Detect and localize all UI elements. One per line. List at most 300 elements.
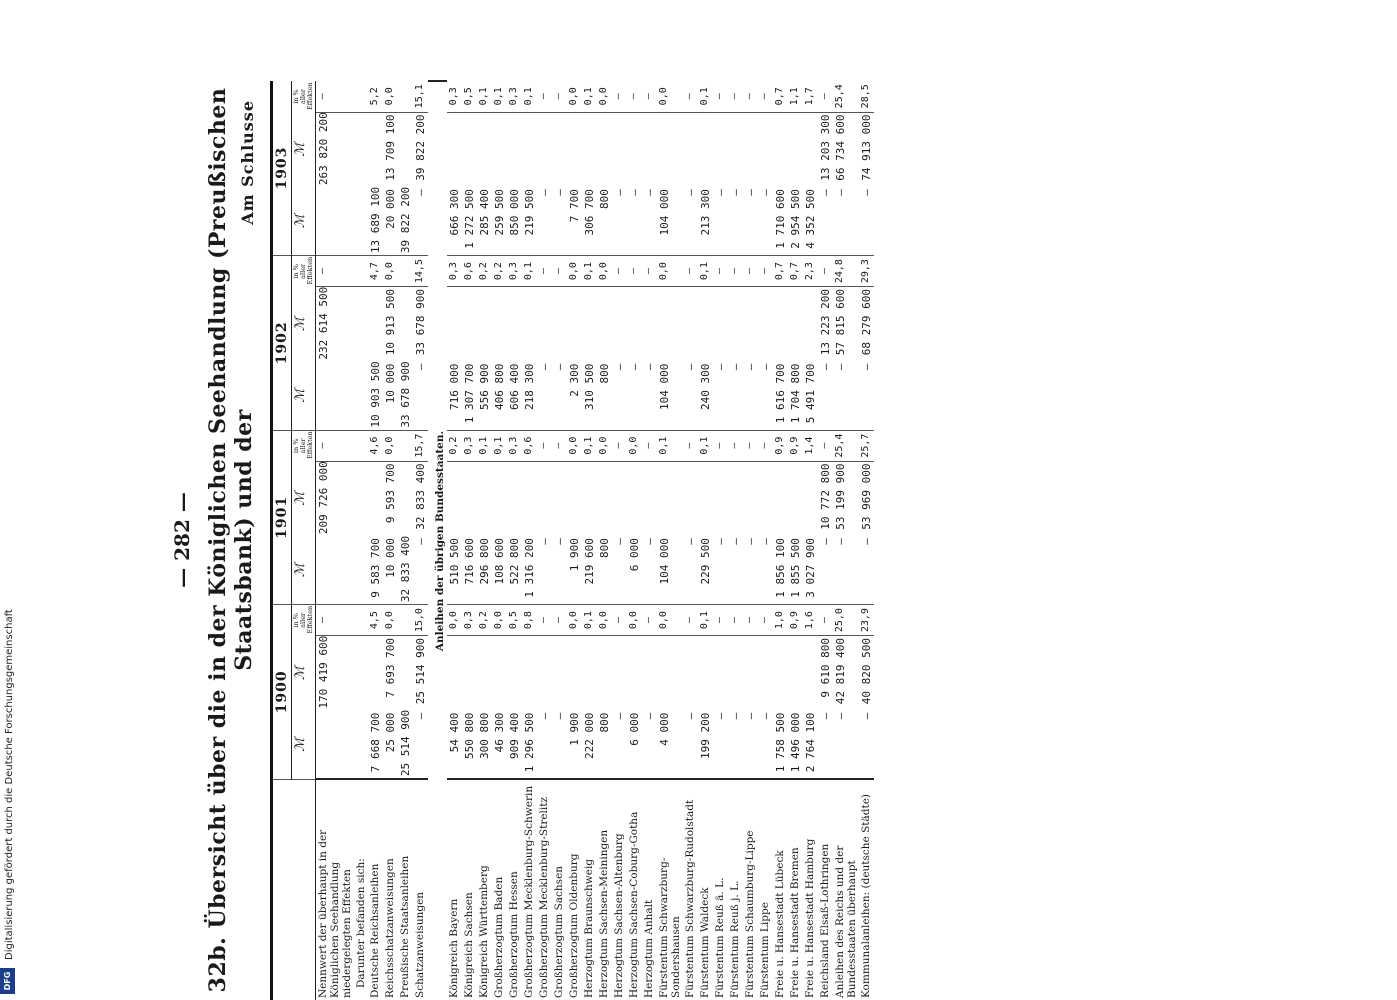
cell-percent: 0,0 bbox=[567, 256, 582, 287]
cell-detail: — bbox=[537, 711, 552, 779]
cell-detail: — bbox=[728, 711, 743, 779]
statistics-table bbox=[270, 80, 874, 1000]
cell-detail: 6 000 bbox=[627, 711, 642, 779]
cell-percent: — bbox=[627, 256, 642, 287]
cell-percent: — bbox=[713, 605, 728, 636]
cell-detail: 1 900 bbox=[567, 536, 582, 604]
cell-total bbox=[683, 461, 698, 536]
cell-total bbox=[612, 461, 627, 536]
cell-total bbox=[728, 112, 743, 187]
cell-total bbox=[537, 287, 552, 362]
cell-percent: 0,1 bbox=[477, 430, 492, 461]
cell-percent bbox=[398, 256, 413, 287]
cell-percent bbox=[398, 430, 413, 461]
cell-detail: 406 800 bbox=[492, 362, 507, 430]
cell-detail: — bbox=[758, 536, 773, 604]
table-row bbox=[368, 81, 383, 1000]
cell-detail: — bbox=[413, 362, 428, 430]
cell-detail: 4 000 bbox=[657, 711, 683, 779]
cell-percent: 0,0 bbox=[657, 605, 683, 636]
cell-total bbox=[522, 461, 537, 536]
cell-percent: — bbox=[552, 605, 567, 636]
cell-percent: 0,2 bbox=[492, 256, 507, 287]
cell-total bbox=[743, 636, 758, 711]
cell-detail: — bbox=[758, 187, 773, 255]
cell-total bbox=[728, 461, 743, 536]
cell-total bbox=[657, 112, 683, 187]
year-header-1901: 1901 bbox=[272, 430, 292, 605]
year-header-1903: 1903 bbox=[272, 81, 292, 256]
cell-total bbox=[627, 287, 642, 362]
cell-total bbox=[477, 636, 492, 711]
cell-percent: — bbox=[552, 81, 567, 112]
table-row bbox=[428, 81, 447, 1000]
table-row bbox=[788, 81, 803, 1000]
year-header-1900: 1900 bbox=[272, 605, 292, 780]
cell-detail bbox=[354, 536, 368, 604]
cell-detail: 606 400 bbox=[507, 362, 522, 430]
cell-detail: — bbox=[552, 362, 567, 430]
dfg-logo-text: DFG bbox=[3, 971, 12, 991]
table-row bbox=[522, 81, 537, 1000]
cell-total bbox=[773, 461, 788, 536]
cell-total bbox=[642, 636, 657, 711]
cell-percent: — bbox=[743, 605, 758, 636]
cell-percent: 0,0 bbox=[597, 256, 612, 287]
cell-percent: 0,8 bbox=[522, 605, 537, 636]
cell-percent: — bbox=[758, 81, 773, 112]
cell-total bbox=[552, 112, 567, 187]
cell-detail: 5 491 700 bbox=[803, 362, 818, 430]
cell-detail: 1 272 500 bbox=[462, 187, 477, 255]
cell-total bbox=[803, 636, 818, 711]
cell-detail: 306 700 bbox=[582, 187, 597, 255]
cell-total: 263 820 200 bbox=[317, 112, 330, 186]
cell-percent: — bbox=[537, 430, 552, 461]
cell-percent: 14,5 bbox=[413, 256, 428, 287]
cell-percent: 1,6 bbox=[803, 605, 818, 636]
cell-total: 25 514 900 bbox=[414, 638, 427, 705]
cell-percent: 24,8 bbox=[833, 256, 859, 287]
cell-detail: 1 704 800 bbox=[788, 362, 803, 430]
cell-detail: — bbox=[818, 362, 833, 430]
row-label: Herzogtum Sachsen-Coburg-Gotha bbox=[627, 779, 642, 1000]
cell-total bbox=[758, 636, 773, 711]
cell-detail: 4 352 500 bbox=[803, 187, 818, 255]
cell-percent: 0,1 bbox=[492, 430, 507, 461]
cell-percent: 0,2 bbox=[477, 256, 492, 287]
cell-total bbox=[354, 636, 368, 711]
cell-detail: — bbox=[552, 187, 567, 255]
cell-detail: — bbox=[537, 187, 552, 255]
cell-total bbox=[657, 461, 683, 536]
cell-percent: — bbox=[612, 605, 627, 636]
cell-detail: — bbox=[642, 187, 657, 255]
cell-detail: — bbox=[642, 362, 657, 430]
row-label: Freie u. Hansestadt Lübeck bbox=[773, 779, 788, 1000]
cell-detail: 716 600 bbox=[462, 536, 477, 604]
table-row bbox=[492, 81, 507, 1000]
cell-detail: 2 764 100 bbox=[803, 711, 818, 779]
cell-detail: 310 500 bbox=[582, 362, 597, 430]
cell-percent: 0,3 bbox=[462, 430, 477, 461]
table-row bbox=[818, 81, 833, 1000]
cell-total bbox=[698, 461, 713, 536]
cell-total bbox=[758, 461, 773, 536]
table-row bbox=[582, 81, 597, 1000]
cell-percent: 1,4 bbox=[803, 430, 818, 461]
cell-total bbox=[507, 461, 522, 536]
cell-percent: 0,0 bbox=[657, 81, 683, 112]
cell-total: 42 819 400 bbox=[834, 638, 847, 705]
cell-percent: 0,0 bbox=[597, 81, 612, 112]
cell-total bbox=[642, 112, 657, 187]
cell-detail: 54 400 bbox=[447, 711, 462, 779]
cell-percent: — bbox=[818, 430, 833, 461]
cell-percent: 4,6 bbox=[368, 430, 383, 461]
pct-header: in % aller Effekten bbox=[292, 605, 314, 634]
cell-total bbox=[492, 461, 507, 536]
cell-detail: — bbox=[537, 362, 552, 430]
cell-percent: 15,1 bbox=[413, 81, 428, 112]
cell-detail: 104 000 bbox=[657, 187, 683, 255]
cell-detail: — bbox=[627, 187, 642, 255]
cell-percent: 4,7 bbox=[368, 256, 383, 287]
cell-detail: 800 bbox=[597, 362, 612, 430]
cell-detail: — bbox=[627, 362, 642, 430]
cell-total bbox=[788, 461, 803, 536]
cell-detail: 909 400 bbox=[507, 711, 522, 779]
cell-percent: 0,0 bbox=[447, 605, 462, 636]
cell-total bbox=[788, 636, 803, 711]
table-row bbox=[354, 81, 368, 1000]
cell-percent: — bbox=[642, 81, 657, 112]
cell-detail: 850 000 bbox=[507, 187, 522, 255]
cell-total bbox=[477, 287, 492, 362]
cell-detail: — bbox=[818, 187, 833, 255]
cell-detail: — bbox=[758, 362, 773, 430]
cell-total bbox=[507, 112, 522, 187]
cell-percent: 0,1 bbox=[522, 256, 537, 287]
cell-detail: — bbox=[743, 536, 758, 604]
cell-detail: 46 300 bbox=[492, 711, 507, 779]
cell-detail: — bbox=[552, 536, 567, 604]
cell-total: 53 969 000 bbox=[860, 463, 873, 530]
table-row bbox=[859, 81, 874, 1000]
row-label: Freie u. Hansestadt Bremen bbox=[788, 779, 803, 1000]
cell-detail: — bbox=[413, 187, 428, 255]
cell-percent bbox=[354, 81, 368, 112]
cell-total bbox=[612, 636, 627, 711]
cell-detail: — bbox=[537, 536, 552, 604]
row-label: Reichsland Elsaß-Lothringen bbox=[818, 779, 833, 1000]
cell-percent: — bbox=[743, 430, 758, 461]
cell-detail: — bbox=[859, 362, 874, 430]
table-row bbox=[552, 81, 567, 1000]
cell-percent: 29,3 bbox=[859, 256, 874, 287]
unit-header: ℳ bbox=[292, 711, 316, 779]
cell-percent: — bbox=[537, 256, 552, 287]
cell-percent: — bbox=[728, 605, 743, 636]
cell-percent: — bbox=[728, 256, 743, 287]
cell-total bbox=[758, 287, 773, 362]
cell-detail: — bbox=[818, 711, 833, 779]
cell-percent: 25,7 bbox=[859, 430, 874, 461]
cell-detail: 296 800 bbox=[477, 536, 492, 604]
row-label: Fürstentum Reuß ä. L. bbox=[713, 779, 728, 1000]
table-body bbox=[316, 81, 875, 1000]
cell-percent: 0,6 bbox=[462, 256, 477, 287]
cell-total bbox=[368, 287, 383, 362]
cell-detail: 213 300 bbox=[698, 187, 713, 255]
cell-total bbox=[713, 636, 728, 711]
cell-percent: 0,6 bbox=[522, 430, 537, 461]
cell-detail: — bbox=[612, 362, 627, 430]
cell-total bbox=[567, 112, 582, 187]
cell-percent: — bbox=[552, 430, 567, 461]
cell-total bbox=[582, 636, 597, 711]
cell-total: 10 772 800 bbox=[819, 463, 832, 530]
cell-detail: 1 856 100 bbox=[773, 536, 788, 604]
unit-header: ℳ bbox=[292, 636, 316, 711]
cell-percent: 0,1 bbox=[522, 81, 537, 112]
cell-total bbox=[462, 287, 477, 362]
cell-total bbox=[657, 287, 683, 362]
cell-total bbox=[683, 287, 698, 362]
cell-total bbox=[728, 287, 743, 362]
unit-header: ℳ bbox=[292, 461, 316, 536]
cell-percent: 1,1 bbox=[788, 81, 803, 112]
row-label: Freie u. Hansestadt Hamburg bbox=[803, 779, 818, 1000]
cell-total bbox=[657, 636, 683, 711]
cell-detail: 1 855 500 bbox=[788, 536, 803, 604]
cell-percent: — bbox=[642, 430, 657, 461]
cell-total bbox=[627, 636, 642, 711]
cell-percent: — bbox=[642, 256, 657, 287]
cell-total bbox=[462, 461, 477, 536]
unit-header: ℳ bbox=[292, 187, 316, 255]
cell-detail: — bbox=[833, 362, 859, 430]
row-label: Großherzogtum Sachsen bbox=[552, 779, 567, 1000]
cell-detail: — bbox=[728, 187, 743, 255]
cell-detail: — bbox=[859, 711, 874, 779]
cell-detail: — bbox=[612, 711, 627, 779]
cell-percent: 0,0 bbox=[492, 605, 507, 636]
cell-percent: — bbox=[537, 605, 552, 636]
table-row bbox=[758, 81, 773, 1000]
row-label: Großherzogtum Oldenburg bbox=[567, 779, 582, 1000]
cell-percent: 0,3 bbox=[507, 256, 522, 287]
cell-detail: 108 600 bbox=[492, 536, 507, 604]
cell-percent: 0,0 bbox=[567, 430, 582, 461]
cell-detail: 800 bbox=[597, 536, 612, 604]
cell-total bbox=[447, 636, 462, 711]
row-label: Anleihen der übrigen Bundesstaaten. bbox=[428, 81, 447, 1000]
cell-percent: — bbox=[743, 256, 758, 287]
table-row bbox=[743, 81, 758, 1000]
cell-percent: 0,1 bbox=[698, 430, 713, 461]
cell-total bbox=[758, 112, 773, 187]
cell-percent: — bbox=[758, 605, 773, 636]
cell-detail: 10 903 500 bbox=[368, 362, 383, 430]
cell-total bbox=[683, 112, 698, 187]
cell-percent bbox=[398, 605, 413, 636]
row-label: Darunter befanden sich: bbox=[354, 779, 368, 1000]
cell-detail bbox=[316, 187, 355, 255]
cell-total: 7 693 700 bbox=[384, 638, 397, 698]
cell-percent: 15,0 bbox=[413, 605, 428, 636]
row-label: Königreich Württemberg bbox=[477, 779, 492, 1000]
cell-total bbox=[462, 112, 477, 187]
cell-percent: 0,0 bbox=[567, 81, 582, 112]
cell-total bbox=[567, 636, 582, 711]
table-row bbox=[728, 81, 743, 1000]
cell-total bbox=[477, 461, 492, 536]
cell-total: 209 726 000 bbox=[317, 461, 330, 535]
cell-total bbox=[713, 112, 728, 187]
cell-percent: 1,7 bbox=[803, 81, 818, 112]
cell-detail bbox=[354, 362, 368, 430]
cell-total bbox=[567, 461, 582, 536]
row-label: Königreich Sachsen bbox=[462, 779, 477, 1000]
cell-percent: 0,0 bbox=[383, 605, 398, 636]
cell-percent: 2,3 bbox=[803, 256, 818, 287]
cell-detail bbox=[316, 711, 355, 779]
cell-total bbox=[447, 461, 462, 536]
row-label: Herzogtum Sachsen-Altenburg bbox=[612, 779, 627, 1000]
cell-percent: — bbox=[758, 430, 773, 461]
cell-total: 74 913 000 bbox=[860, 114, 873, 181]
table-row bbox=[612, 81, 627, 1000]
table-row bbox=[316, 81, 355, 1000]
cell-total bbox=[462, 636, 477, 711]
cell-detail: 716 000 bbox=[447, 362, 462, 430]
cell-detail: 25 514 900 bbox=[398, 711, 413, 779]
cell-percent: 0,0 bbox=[597, 430, 612, 461]
cell-detail: 218 300 bbox=[522, 362, 537, 430]
cell-total bbox=[597, 461, 612, 536]
cell-total bbox=[492, 112, 507, 187]
cell-detail bbox=[354, 187, 368, 255]
cell-percent: — bbox=[552, 256, 567, 287]
unit-header: ℳ bbox=[292, 287, 316, 362]
cell-percent: 0,9 bbox=[788, 430, 803, 461]
cell-detail: 522 800 bbox=[507, 536, 522, 604]
cell-total: 13 223 200 bbox=[819, 289, 832, 356]
table-row bbox=[833, 81, 859, 1000]
cell-detail: 240 300 bbox=[698, 362, 713, 430]
cell-total bbox=[398, 287, 413, 362]
cell-total bbox=[698, 112, 713, 187]
cell-detail: 1 758 500 bbox=[773, 711, 788, 779]
row-label: Fürstentum Schwarzburg-Sondershausen bbox=[657, 779, 683, 1000]
cell-total bbox=[597, 636, 612, 711]
row-label: Reichsschatzanweisungen bbox=[383, 779, 398, 1000]
cell-detail: 229 500 bbox=[698, 536, 713, 604]
row-label: Deutsche Reichsanleihen bbox=[368, 779, 383, 1000]
cell-detail: 1 496 000 bbox=[788, 711, 803, 779]
cell-total bbox=[713, 287, 728, 362]
cell-detail: 39 822 200 bbox=[398, 187, 413, 255]
row-label: Fürstentum Lippe bbox=[758, 779, 773, 1000]
cell-detail: 800 bbox=[597, 711, 612, 779]
cell-percent: 0,1 bbox=[698, 256, 713, 287]
cell-detail: 10 000 bbox=[383, 362, 398, 430]
cell-detail: 13 689 100 bbox=[368, 187, 383, 255]
header-label-cell bbox=[272, 779, 316, 1000]
cell-percent: — bbox=[612, 256, 627, 287]
cell-detail: — bbox=[859, 187, 874, 255]
cell-total bbox=[612, 287, 627, 362]
table-row bbox=[383, 81, 398, 1000]
table-row bbox=[657, 81, 683, 1000]
cell-total bbox=[642, 287, 657, 362]
cell-total bbox=[743, 287, 758, 362]
cell-detail: — bbox=[683, 536, 698, 604]
cell-detail: 222 000 bbox=[582, 711, 597, 779]
cell-percent: 0,0 bbox=[627, 430, 642, 461]
cell-percent bbox=[354, 430, 368, 461]
cell-total bbox=[627, 461, 642, 536]
cell-percent: — bbox=[758, 256, 773, 287]
cell-detail: — bbox=[713, 711, 728, 779]
cell-detail: — bbox=[612, 536, 627, 604]
cell-total bbox=[627, 112, 642, 187]
table-row bbox=[477, 81, 492, 1000]
row-label: Kommunalanleihen: (deutsche Städte) bbox=[859, 779, 874, 1000]
cell-total: 57 815 600 bbox=[834, 289, 847, 356]
cell-total bbox=[743, 112, 758, 187]
cell-total bbox=[522, 287, 537, 362]
cell-percent bbox=[354, 256, 368, 287]
table-row bbox=[773, 81, 788, 1000]
cell-detail: 556 900 bbox=[477, 362, 492, 430]
row-label: Fürstentum Waldeck bbox=[698, 779, 713, 1000]
cell-detail: — bbox=[833, 536, 859, 604]
table-row bbox=[713, 81, 728, 1000]
table-row bbox=[597, 81, 612, 1000]
cell-total bbox=[683, 636, 698, 711]
cell-detail: — bbox=[713, 187, 728, 255]
cell-percent: — bbox=[612, 81, 627, 112]
cell-detail: 1 296 500 bbox=[522, 711, 537, 779]
cell-percent: — bbox=[713, 430, 728, 461]
cell-percent: 0,2 bbox=[477, 605, 492, 636]
cell-detail: 6 000 bbox=[627, 536, 642, 604]
unit-header: ℳ bbox=[292, 536, 316, 604]
cell-percent: 1,0 bbox=[773, 605, 788, 636]
cell-detail: 10 000 bbox=[383, 536, 398, 604]
cell-detail: 510 500 bbox=[447, 536, 462, 604]
cell-total: 10 913 500 bbox=[384, 289, 397, 356]
cell-total bbox=[368, 112, 383, 187]
row-label: Fürstentum Schaumburg-Lippe bbox=[743, 779, 758, 1000]
cell-percent: 0,1 bbox=[698, 605, 713, 636]
cell-percent: 0,7 bbox=[788, 256, 803, 287]
cell-percent: — bbox=[316, 81, 355, 112]
cell-percent: 0,5 bbox=[507, 605, 522, 636]
cell-total bbox=[398, 461, 413, 536]
row-label: Anleihen des Reichs und der Bundesstaaten überhaupt bbox=[833, 779, 859, 1000]
cell-total: 39 822 200 bbox=[414, 114, 427, 181]
cell-detail: — bbox=[683, 362, 698, 430]
cell-detail: 3 027 900 bbox=[803, 536, 818, 604]
cell-total: 40 820 500 bbox=[860, 638, 873, 705]
table-row bbox=[567, 81, 582, 1000]
cell-detail: 2 300 bbox=[567, 362, 582, 430]
cell-percent: 0,1 bbox=[492, 81, 507, 112]
cell-detail: 32 833 400 bbox=[398, 536, 413, 604]
